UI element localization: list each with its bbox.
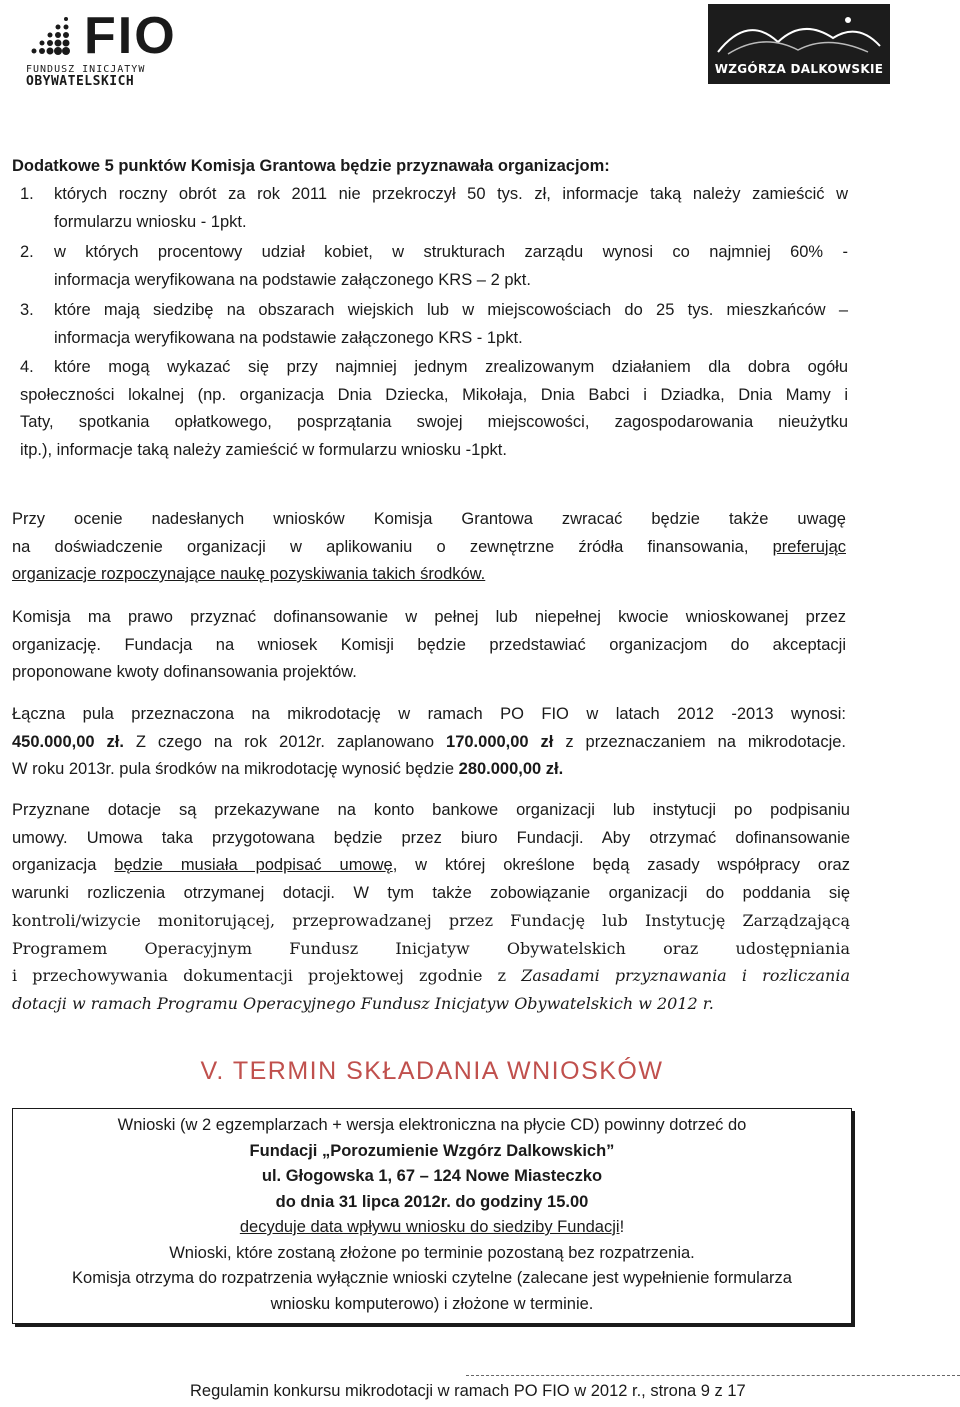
- text-span: i przechowywania dokumentacji projektowej zgodnie z: [12, 966, 522, 985]
- text-line: organizację. Fundacja na wniosek Komisji będzie przedstawiać organizacjom do akceptacji: [12, 635, 846, 654]
- paragraph-budget: [12, 701, 846, 784]
- box-foundation-name: Fundacji „Porozumienie Wzgórz Dalkowskich”: [249, 1141, 615, 1160]
- underlined-text: organizacje rozpoczynające naukę pozyskiwania takich środków.: [12, 565, 486, 583]
- text-span: na doświadczenie organizacji w aplikowaniu o zewnętrzne źródła finansowania,: [12, 537, 773, 556]
- text-line: warunki rozliczenia otrzymanej dotacji. W tym także zobowiązanie organizacji do poddania się: [12, 883, 850, 902]
- text-line: Przy ocenie nadesłanych wniosków Komisja Grantowa zwracać będzie także uwagę: [12, 510, 846, 528]
- list-item: [20, 181, 848, 236]
- text-span: , w której określone będą zasady współpracy oraz: [392, 856, 850, 874]
- list-number: 3.: [20, 301, 34, 319]
- footer-divider: [466, 1375, 960, 1376]
- wzgorza-dalkowskie-logo: [708, 4, 890, 84]
- list-line: które mogą wykazać się przy najmniej jednym zrealizowanym działaniem dla dobra ogółu: [54, 358, 848, 376]
- list-line: Taty, spotkania opłatkowego, posprzątania swojej miejscowości, zagospodarowania nieużytku: [20, 413, 848, 431]
- underlined-text: preferując: [772, 537, 846, 556]
- box-deadline: do dnia 31 lipca 2012r. do godziny 15.00: [275, 1192, 589, 1211]
- amount-total: 450.000,00 zł.: [12, 732, 124, 751]
- paragraph-commission: [12, 604, 846, 687]
- text-span: Z czego na rok 2012r. zaplanowano: [123, 732, 447, 751]
- text-line: proponowane kwoty dofinansowania projektów.: [12, 663, 357, 681]
- fio-logo-title: FIO: [84, 7, 177, 65]
- text-span: organizacja: [12, 856, 115, 874]
- box-line: wniosku komputerowo) i złożone w terminie.: [270, 1294, 594, 1313]
- list-number: 4.: [20, 358, 34, 376]
- fio-logo-line1: FUNDUSZ INICJATYW: [26, 64, 146, 75]
- list-item: [20, 239, 848, 294]
- list-number: 2.: [20, 243, 34, 261]
- text-line: [12, 852, 850, 880]
- text-span: W roku 2013r. pula środków na mikrodotację wynosić będzie: [12, 760, 459, 778]
- section-title: V. TERMIN SKŁADANIA WNIOSKÓW: [200, 1057, 664, 1085]
- list-item: [20, 297, 848, 352]
- wd-logo-text: WZGÓRZA DALKOWSKIE: [714, 62, 884, 76]
- dots-grid-icon: [24, 14, 74, 60]
- text-line: Przyznane dotacje są przekazywane na konto bankowe organizacji lub instytucji po podpisaniu: [12, 801, 850, 819]
- text-line: dotacji w ramach Programu Operacyjnego Fundusz Inicjatyw Obywatelskich w 2012 r.: [12, 993, 714, 1013]
- list-line: które mają siedzibę na obszarach wiejskich lub w miejscowościach do 25 tys. mieszkańców –: [54, 301, 848, 319]
- text-line: Komisja ma prawo przyznać dofinansowanie w pełnej lub niepełnej kwocie wnioskowanej przez: [12, 608, 846, 626]
- text-line: [12, 729, 846, 757]
- text-line: [12, 962, 850, 990]
- underlined-text: decyduje data wpływu wniosku do siedziby Fundacji: [239, 1218, 620, 1236]
- text-line: umowy. Umowa taka przygotowana będzie przez biuro Fundacji. Aby otrzymać dofinansowanie: [12, 828, 850, 847]
- box-line: Wnioski, które zostaną złożone po terminie pozostaną bez rozpatrzenia.: [169, 1243, 695, 1262]
- fio-logo-line2: OBYWATELSKICH: [26, 74, 135, 89]
- list-line: w których procentowy udział kobiet, w strukturach zarządu wynosi co najmniej 60% -: [54, 243, 848, 261]
- amount-2013: 280.000,00 zł.: [458, 760, 564, 778]
- submission-info-box: [12, 1108, 852, 1324]
- box-line: Komisja otrzyma do rozpatrzenia wyłącznie wnioski czytelne (zalecane jest wypełnienie formularza: [72, 1269, 792, 1287]
- page-footer: Regulamin konkursu mikrodotacji w ramach PO FIO w 2012 r., strona 9 z 17: [190, 1382, 746, 1400]
- text-span: z przeznaczaniem na mikrodotacje.: [553, 732, 847, 751]
- list-line: których roczny obrót za rok 2011 nie przekroczył 50 tys. zł, informacje taką należy zamieścić w: [54, 185, 848, 203]
- italic-text: Zasadami przyznawania i rozliczania: [521, 966, 850, 985]
- list-line: itp.), informacje taką należy zamieścić w formularzu wniosku -1pkt.: [20, 440, 507, 459]
- text-line: Programem Operacyjnym Fundusz Inicjatyw Obywatelskich oraz udostępniania: [12, 938, 850, 958]
- paragraph-grants: [12, 797, 850, 1017]
- list-number: 1.: [20, 185, 34, 203]
- fio-logo: [22, 8, 182, 88]
- list-line: informacja weryfikowana na podstawie załączonego KRS - 1pkt.: [54, 328, 523, 347]
- paragraph-evaluation: [12, 506, 846, 589]
- list-item: [20, 354, 848, 464]
- box-line: Wnioski (w 2 egzemplarzach + wersja elektroniczna na płycie CD) powinny dotrzeć do: [117, 1116, 747, 1134]
- bonus-list: [20, 181, 848, 464]
- text-line: [12, 756, 846, 784]
- text-line: [12, 561, 846, 589]
- text-span: !: [619, 1218, 625, 1236]
- text-line: Łączna pula przeznaczona na mikrodotację w ramach PO FIO w latach 2012 -2013 wynosi:: [12, 705, 846, 723]
- box-line: [13, 1215, 851, 1241]
- underlined-text: będzie musiała podpisać umowę: [114, 856, 393, 874]
- amount-2012: 170.000,00 zł: [446, 732, 554, 751]
- text-line: kontroli/wizycie monitorującej, przeprowadzanej przez Fundację lub Instytucję Zarządzającą: [12, 911, 850, 930]
- list-line: informacja weryfikowana na podstawie załączonego KRS – 2 pkt.: [54, 270, 531, 289]
- bonus-heading: Dodatkowe 5 punktów Komisja Grantowa będzie przyznawała organizacjom:: [12, 157, 610, 175]
- box-address: ul. Głogowska 1, 67 – 124 Nowe Miasteczko: [261, 1167, 603, 1185]
- list-line: społeczności lokalnej (np. organizacja Dnia Dziecka, Mikołaja, Dnia Babci i Dziadka, Dnia Mamy i: [20, 385, 848, 404]
- text-line: [12, 534, 846, 562]
- list-line: formularzu wniosku - 1pkt.: [54, 212, 247, 231]
